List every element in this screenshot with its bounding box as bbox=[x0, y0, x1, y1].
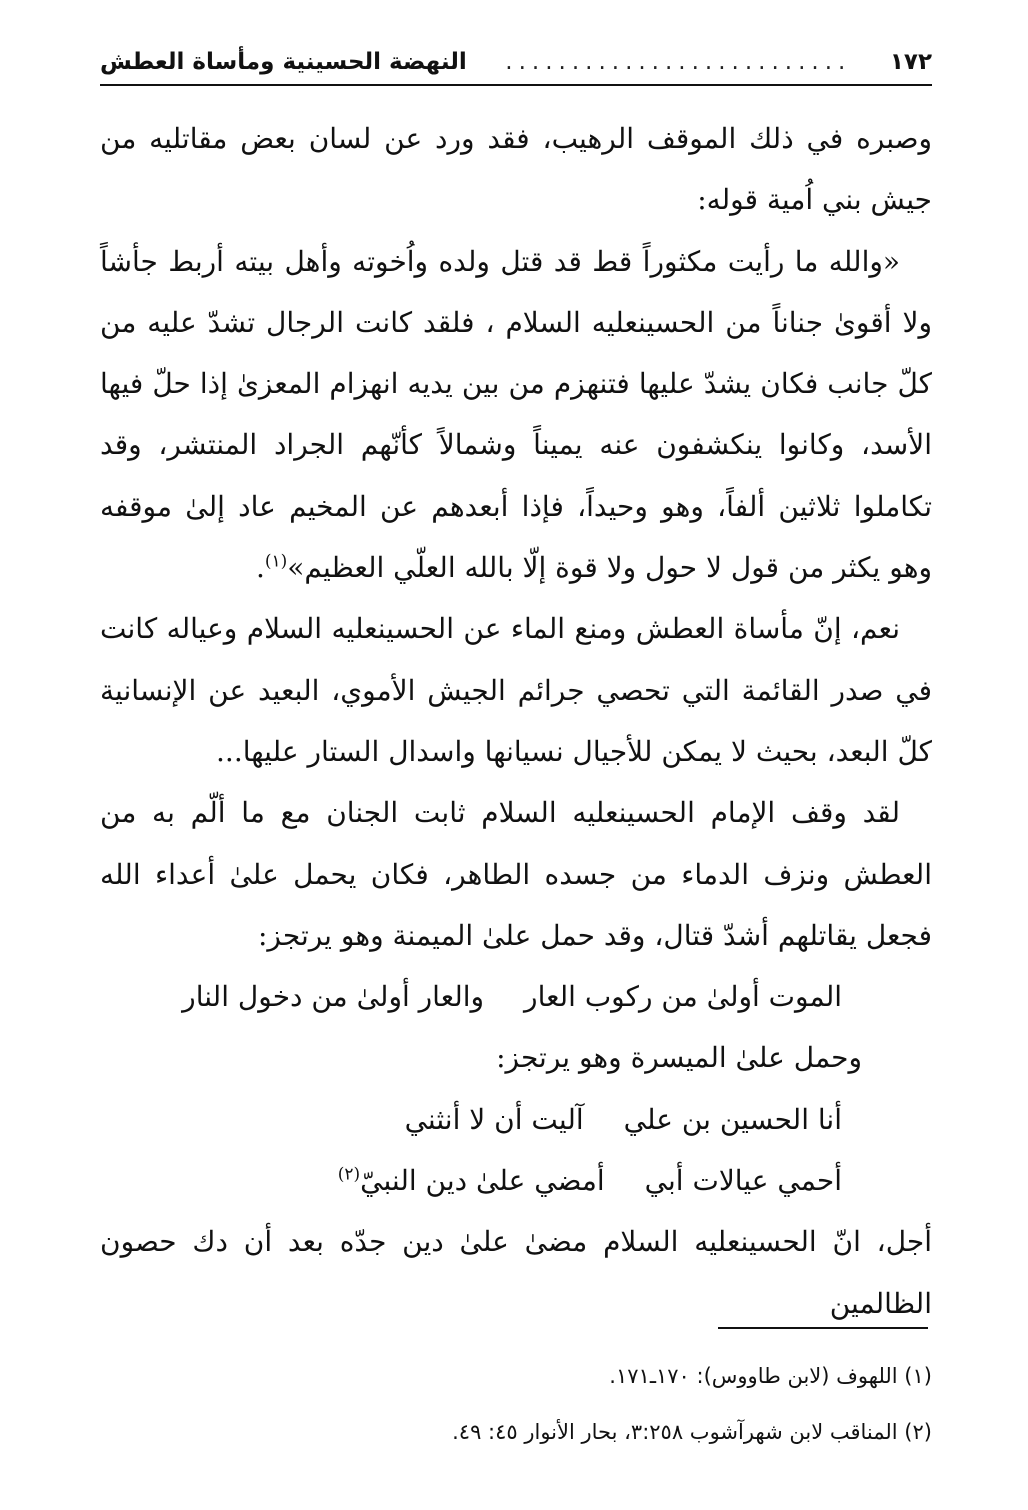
verse-hemistich: أمضي علىٰ دين النبيّ bbox=[360, 1164, 605, 1198]
verse-hemistich: الموت أولىٰ من ركوب العار bbox=[524, 980, 842, 1014]
verse-hemistich: أنا الحسين بن علي bbox=[623, 1102, 842, 1136]
paragraph: لقد وقف الإمام الحسينعليه السلام ثابت الجنان مع ما ألّم به من العطش ونزف الدماء من جسده الطاهر، فكان يحمل علىٰ أعداء الله فجعل يقاتلهم أشدّ قتال، وقد حمل علىٰ الميمنة وهو يرتجز: bbox=[100, 796, 932, 952]
footnote-1: (١) اللهوف (لابن طاووس): ١٧٠ـ١٧١. bbox=[609, 1364, 932, 1388]
verse-line bbox=[100, 1150, 932, 1211]
quote-text: «والله ما رأيت مكثوراً قط قد قتل ولده واُخوته وأهل بيته أربط جأشاً ولا أقوىٰ جناناً من الحسينعليه السلام ، فلقد كانت الرجال تشدّ عليه من كلّ جانب فكان يشدّ عليها فتنهزم من بين يديه انهزام المعزىٰ إذا حلّ فيها الأسد، وكانوا ينكشفون عنه يميناً وشمالاً كأنّهم الجراد المنتشر، وقد تكاملوا ثلاثين ألفاً، وهو وحيداً، فإذا أبعدهم عن المخيم عاد إلىٰ موقفه وهو يكثر من قول لا حول ولا قوة إلّا بالله العلّي العظيم» bbox=[100, 244, 932, 585]
paragraph: نعم، إنّ مأساة العطش ومنع الماء عن الحسينعليه السلام وعياله كانت في صدر القائمة التي تحصي جرائم الجيش الأموي، البعيد عن الإنسانية كلّ البعد، بحيث لا يمكن للأجيال نسيانها واسدال الستار عليها... bbox=[100, 612, 932, 768]
verse-hemistich: آليت أن لا أنثني bbox=[404, 1102, 584, 1136]
footnote-separator bbox=[718, 1327, 928, 1329]
quoted-paragraph bbox=[100, 231, 932, 599]
footnote-ref-2: (٢) bbox=[337, 1164, 361, 1185]
footnote-ref-1: (١) bbox=[264, 551, 288, 572]
header-leader-dots: .......................... bbox=[505, 49, 852, 75]
body-text bbox=[100, 108, 932, 1334]
verse-hemistich-with-ref bbox=[338, 1150, 605, 1211]
verse-hemistich: والعار أولىٰ من دخول النار bbox=[182, 980, 485, 1014]
paragraph: أجل، انّ الحسينعليه السلام مضىٰ علىٰ دين جدّه بعد أن دك حصون الظالمين bbox=[100, 1225, 932, 1320]
verse-line bbox=[100, 966, 932, 1027]
paragraph: وحمل علىٰ الميسرة وهو يرتجز: bbox=[496, 1041, 862, 1075]
header-rule bbox=[100, 84, 932, 86]
footnotes bbox=[100, 1348, 932, 1460]
verse-line bbox=[100, 1089, 932, 1150]
running-header bbox=[100, 42, 932, 82]
running-title: النهضة الحسينية ومأساة العطش bbox=[100, 49, 467, 75]
page-number: ١٧٢ bbox=[889, 49, 932, 75]
footnote-2: (٢) المناقب لابن شهرآشوب ٣:٢٥٨، بحار الأنوار ٤٥: ٤٩. bbox=[452, 1420, 932, 1444]
verse-hemistich: أحمي عيالات أبي bbox=[644, 1164, 842, 1198]
quote-end: . bbox=[255, 551, 265, 585]
paragraph: وصبره في ذلك الموقف الرهيب، فقد ورد عن لسان بعض مقاتليه من جيش بني اُمية قوله: bbox=[100, 122, 932, 217]
